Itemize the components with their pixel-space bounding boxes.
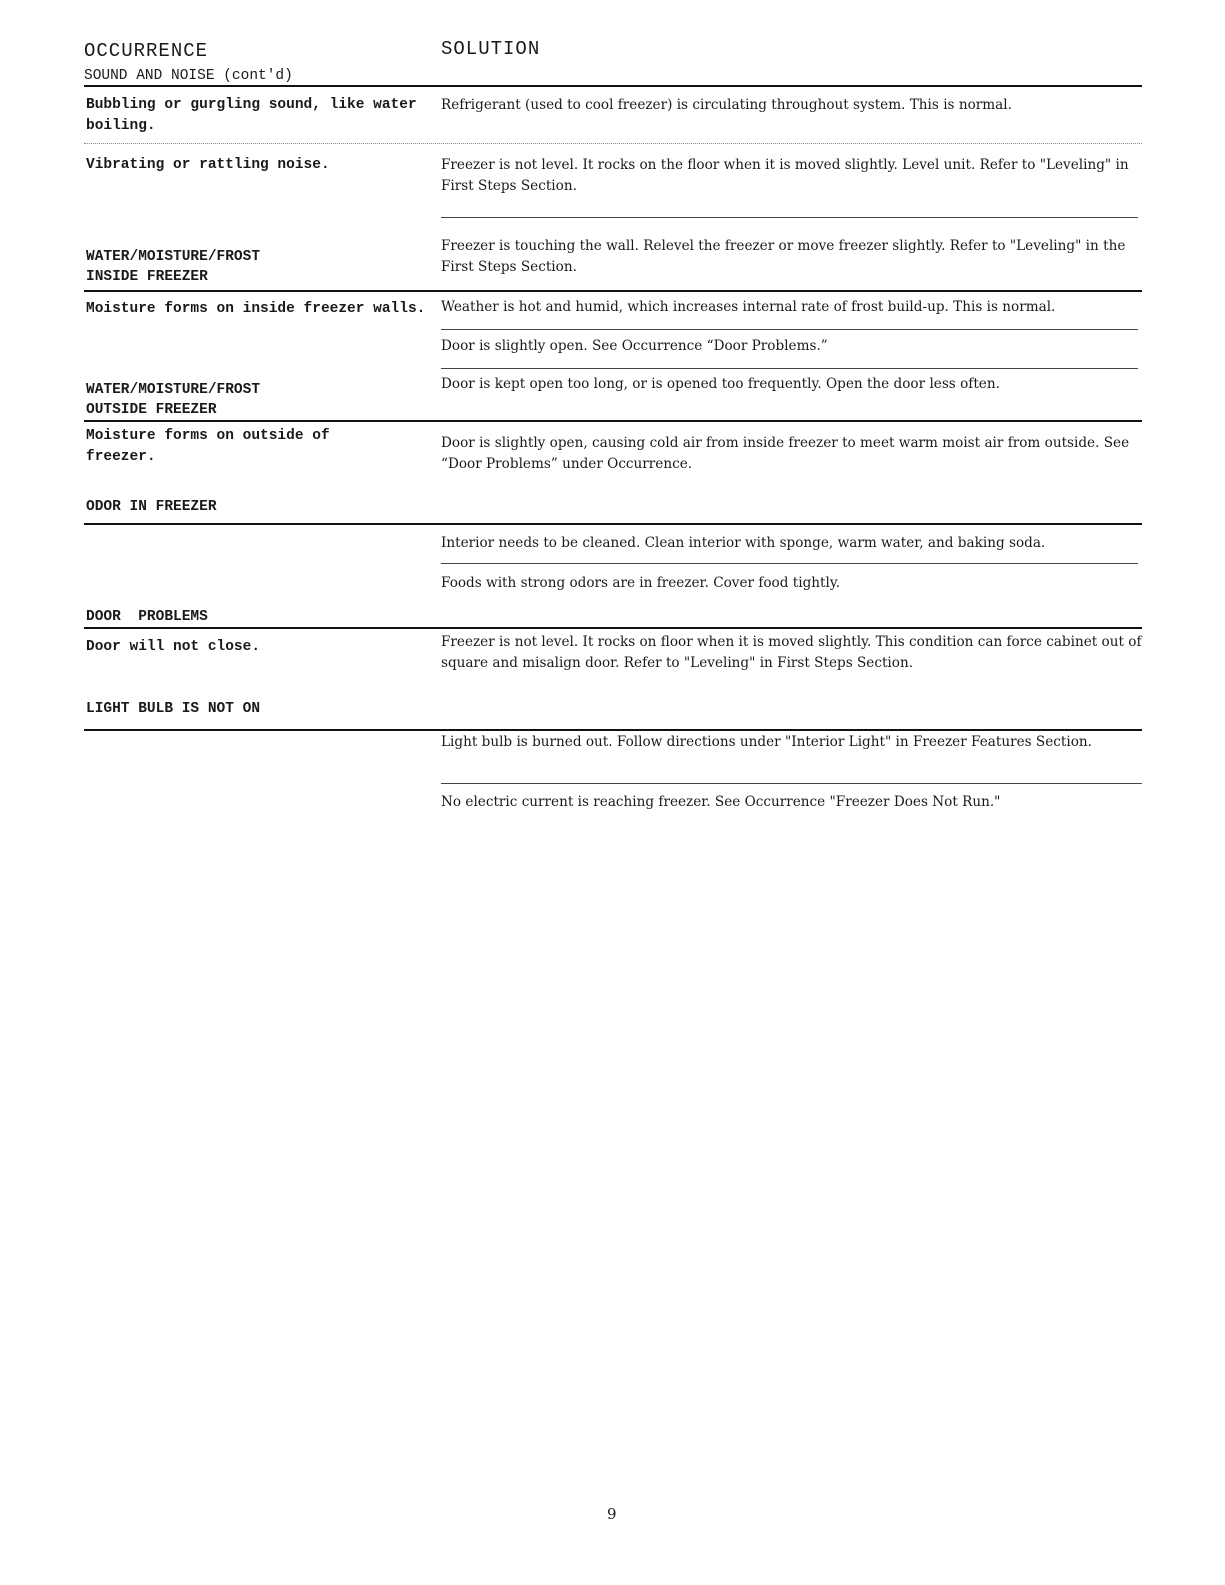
occurrence-door-close: Door will not close. [86, 639, 261, 655]
section-divider [84, 420, 1142, 422]
solution-door-slightly-open: Door is slightly open. See Occurrence “Door Problems.” [441, 338, 828, 354]
row-divider [441, 368, 1138, 369]
solution-door-kept-open: Door is kept open too long, or is opened too frequently. Open the door less often. [441, 376, 1000, 392]
occurrence-bubbling: Bubbling or gurgling sound, like water boiling. [86, 97, 417, 134]
solution-no-current: No electric current is reaching freezer. See Occurrence "Freezer Does Not Run." [441, 794, 1001, 810]
solution-touching-wall: Freezer is touching the wall. Relevel the freezer or move freezer slightly. Refer to "Leveling" in the First Steps Section. [441, 238, 1126, 275]
section-odor: ODOR IN FREEZER [86, 499, 217, 515]
row-divider [441, 563, 1138, 564]
row-divider [84, 143, 1142, 144]
occurrence-vibrating: Vibrating or rattling noise. [86, 157, 330, 173]
solution-weather: Weather is hot and humid, which increases internal rate of frost build-up. This is normal. [441, 299, 1056, 315]
occurrence-header: OCCURRENCE [84, 40, 209, 62]
row-divider [441, 783, 1142, 784]
section-door-problems: DOOR PROBLEMS [86, 609, 208, 625]
section-sound-and-noise: SOUND AND NOISE (cont'd) [84, 68, 293, 84]
section-water-outside: WATER/MOISTURE/FROST OUTSIDE FREEZER [86, 382, 261, 418]
section-divider [84, 627, 1142, 629]
occurrence-moisture-outside: Moisture forms on outside of freezer. [86, 428, 330, 465]
section-divider [84, 290, 1142, 292]
solution-interior-clean: Interior needs to be cleaned. Clean interior with sponge, warm water, and baking soda. [441, 535, 1046, 551]
section-divider [84, 523, 1142, 525]
solution-header: SOLUTION [441, 38, 541, 60]
section-light-bulb: LIGHT BULB IS NOT ON [86, 701, 261, 717]
solution-refrigerant: Refrigerant (used to cool freezer) is circulating throughout system. This is normal. [441, 97, 1012, 113]
solution-not-level: Freezer is not level. It rocks on the floor when it is moved slightly. Level unit. Refer to "Leveling" in First Steps Section. [441, 157, 1129, 194]
solution-bulb-burned: Light bulb is burned out. Follow directions under "Interior Light" in Freezer Features Section. [441, 734, 1092, 750]
row-divider [441, 329, 1138, 330]
solution-door-open-cold-air: Door is slightly open, causing cold air from inside freezer to meet warm moist air from outside. See “Door Problems” under Occurrence. [441, 435, 1130, 472]
solution-strong-odors: Foods with strong odors are in freezer. Cover food tightly. [441, 575, 841, 591]
solution-door-not-level: Freezer is not level. It rocks on floor when it is moved slightly. This condition can force cabinet out of square and misalign door. Refer to "Leveling" in First Steps Section. [441, 634, 1142, 671]
occurrence-moisture-inside: Moisture forms on inside freezer walls. [86, 301, 426, 317]
section-divider [84, 85, 1142, 87]
section-divider [84, 729, 1142, 731]
row-divider [441, 217, 1138, 218]
page-number: 9 [607, 1505, 617, 1523]
section-water-inside: WATER/MOISTURE/FROST INSIDE FREEZER [86, 249, 261, 285]
